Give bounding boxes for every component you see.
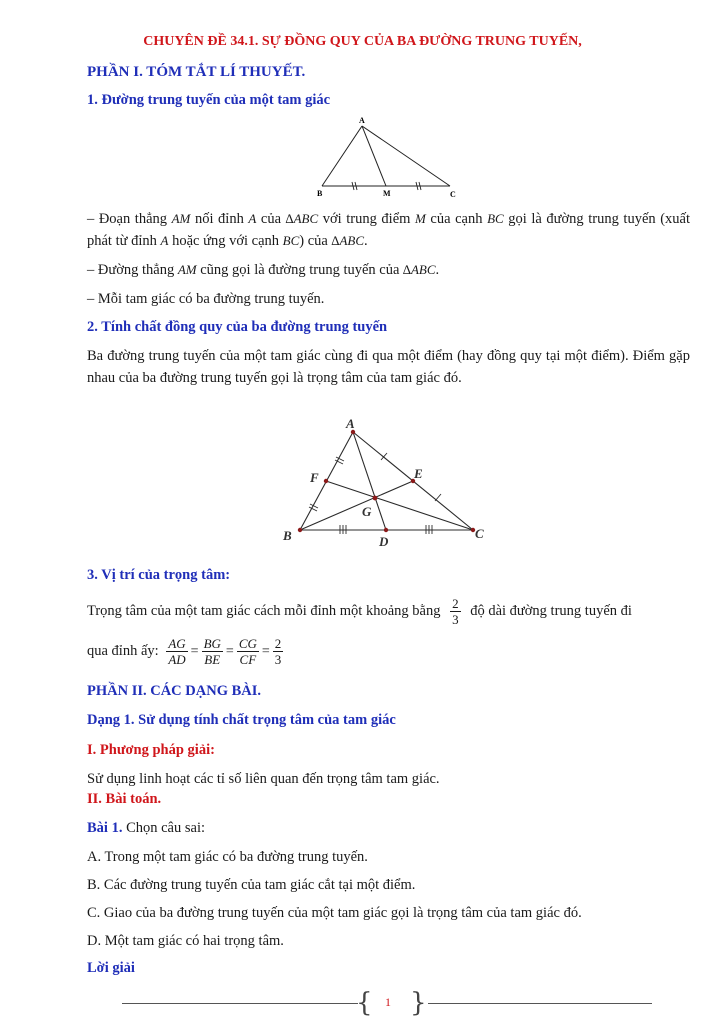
points [298, 430, 475, 532]
definition-paragraph: – Đoạn thẳng AM nối đỉnh A của ∆ABC với trung điểm M của cạnh BC gọi là đường trung tuyến (xuất phát từ đỉnh A hoặc ứng với cạnh BC) của ∆ABC. [87, 211, 691, 249]
bai1-prompt: Bài 1. Chọn câu sai: [87, 820, 206, 836]
three-medians-paragraph: – Mỗi tam giác có ba đường trung tuyến. [87, 291, 325, 307]
label-m: M [383, 189, 391, 198]
dang1-heading: Dạng 1. Sử dụng tính chất trọng tâm của tam giác [87, 712, 396, 728]
footer-rule-left [122, 1003, 358, 1004]
problems-heading: II. Bài toán. [87, 791, 162, 807]
label-c: C [475, 526, 484, 541]
centroid-figure [275, 410, 495, 555]
option-d: D. Một tam giác có hai trọng tâm. [87, 933, 284, 949]
footer-brace-right: } [410, 988, 427, 1018]
section3-heading: 3. Vị trí của trọng tâm: [87, 567, 231, 583]
median-figure [300, 112, 470, 202]
solution-heading: Lời giải [87, 960, 135, 976]
document-title: CHUYÊN ĐỀ 34.1. SỰ ĐỒNG QUY CỦA BA ĐƯỜNG TRUNG TUYẾN, [143, 34, 582, 49]
option-c: C. Giao của ba đường trung tuyến của một tam giác gọi là trọng tâm của tam giác đó. [87, 905, 582, 921]
concurrency-paragraph: Ba đường trung tuyến của một tam giác cùng đi qua một điểm (hay đồng quy tại một điểm). Điểm gặp nhau của ba đường trung tuyến gọi là trọng tâm của tam giác đó. [87, 348, 690, 386]
label-b: B [317, 189, 323, 198]
footer-brace-left: { [356, 988, 373, 1018]
option-a: A. Trong một tam giác có ba đường trung tuyến. [87, 849, 368, 865]
section1-heading: 1. Đường trung tuyến của một tam giác [87, 92, 331, 108]
label-c: C [450, 190, 456, 199]
page-number: 1 [385, 995, 391, 1009]
footer-rule-right [428, 1003, 652, 1004]
label-b: B [283, 528, 292, 543]
median-be [300, 481, 413, 530]
centroid-distance-paragraph: Trọng tâm của một tam giác cách mỗi đỉnh một khoảng bằng $\frac{2}{3}$ độ dài đường trung tuyến đi [87, 596, 632, 627]
part1-heading: PHẦN I. TÓM TẮT LÍ THUYẾT. [87, 64, 306, 80]
centroid-ratio-paragraph: qua đỉnh ấy: $\frac{AG}{AD}$ = $\frac{BG}{BE}$ = $\frac{CG}{CF}$ = $\frac{2}{3}$ [87, 636, 282, 667]
segment-ac [362, 126, 450, 186]
section2-heading: 2. Tính chất đồng quy của ba đường trung tuyến [87, 319, 388, 335]
label-e: E [414, 466, 423, 481]
method-text: Sử dụng linh hoạt các tỉ số liên quan đến trọng tâm tam giác. [87, 771, 440, 787]
part2-heading: PHẦN II. CÁC DẠNG BÀI. [87, 683, 262, 699]
label-g: G [362, 504, 372, 519]
label-a: A [346, 416, 355, 431]
median-cf [326, 481, 473, 530]
option-b: B. Các đường trung tuyến của tam giác cắt tại một điểm. [87, 877, 416, 893]
median-am [362, 126, 386, 186]
label-d: D [379, 534, 389, 549]
label-f: F [310, 470, 319, 485]
line-median-paragraph: – Đường thẳng AM cũng gọi là đường trung tuyến của ∆ABC. [87, 262, 440, 278]
segment-ab [322, 126, 362, 186]
method-heading: I. Phương pháp giải: [87, 742, 215, 758]
label-a: A [359, 116, 365, 125]
